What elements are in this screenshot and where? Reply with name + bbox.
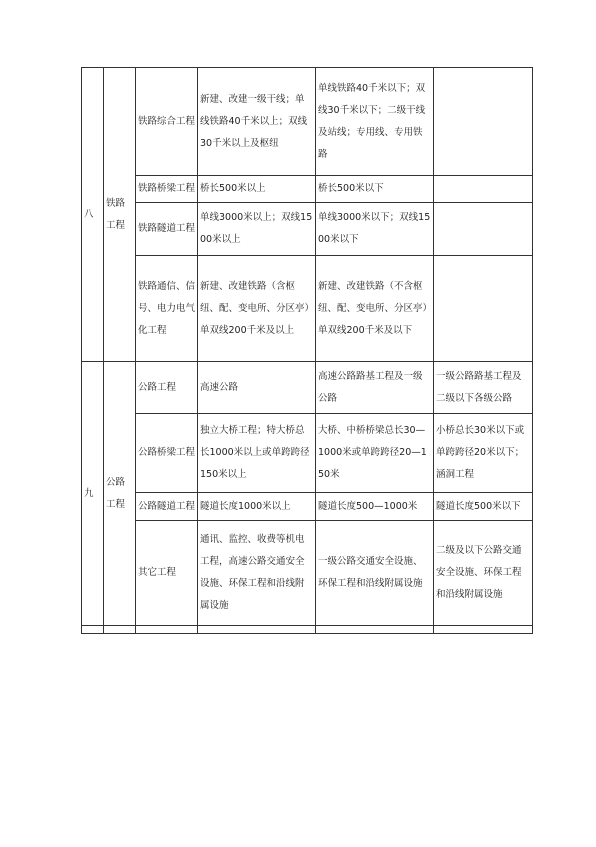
section-category: 公路工程	[104, 362, 136, 626]
small-scale-cell: 隧道长度500米以下	[434, 493, 533, 521]
medium-scale-cell: 大桥、中桥桥梁总长30—1000米或单跨跨径20—150米	[316, 414, 434, 493]
project-name: 铁路综合工程	[136, 68, 198, 176]
section-number: 八	[82, 68, 104, 362]
project-name: 公路桥梁工程	[136, 414, 198, 493]
small-scale-cell	[434, 176, 533, 203]
small-scale-cell: 小桥总长30米以下或单跨跨径20米以下；涵洞工程	[434, 414, 533, 493]
table-row	[82, 521, 533, 626]
small-scale-cell: 一级公路路基工程及二级以下各级公路	[434, 362, 533, 414]
project-name: 其它工程	[136, 521, 198, 626]
table-row	[82, 203, 533, 256]
project-name: 铁路桥梁工程	[136, 176, 198, 203]
medium-scale-cell: 一级公路交通安全设施、环保工程和沿线附属设施	[316, 521, 434, 626]
large-scale-cell: 新建、改建一级干线；单线铁路40千米以上；双线30千米以上及枢纽	[198, 68, 316, 176]
table-row	[82, 362, 533, 414]
large-scale-cell: 通讯、监控、收费等机电工程，高速公路交通安全设施、环保工程和沿线附属设施	[198, 521, 316, 626]
small-scale-cell	[434, 68, 533, 176]
project-name: 公路隧道工程	[136, 493, 198, 521]
engineering-scale-table	[81, 67, 533, 634]
large-scale-cell: 单线3000米以上；双线1500米以上	[198, 203, 316, 256]
large-scale-cell: 高速公路	[198, 362, 316, 414]
medium-scale-cell: 高速公路路基工程及一级公路	[316, 362, 434, 414]
small-scale-cell	[434, 256, 533, 362]
medium-scale-cell: 单线3000米以下；双线1500米以下	[316, 203, 434, 256]
small-scale-cell: 二级及以下公路交通安全设施、环保工程和沿线附属设施	[434, 521, 533, 626]
medium-scale-cell: 隧道长度500—1000米	[316, 493, 434, 521]
large-scale-cell: 隧道长度1000米以上	[198, 493, 316, 521]
large-scale-cell: 桥长500米以上	[198, 176, 316, 203]
section-category: 铁路工程	[104, 68, 136, 362]
small-scale-cell	[434, 203, 533, 256]
table-row	[82, 68, 533, 176]
large-scale-cell: 新建、改建铁路（含枢纽、配、变电所、分区亭）单双线200千米及以上	[198, 256, 316, 362]
table-row	[82, 256, 533, 362]
project-name: 铁路通信、信号、电力电气化工程	[136, 256, 198, 362]
medium-scale-cell: 单线铁路40千米以下；双线30千米以下；二级干线及站线；专用线、专用铁路	[316, 68, 434, 176]
table-row	[82, 414, 533, 493]
project-name: 公路工程	[136, 362, 198, 414]
large-scale-cell: 独立大桥工程；特大桥总长1000米以上或单跨跨径150米以上	[198, 414, 316, 493]
medium-scale-cell: 新建、改建铁路（不含枢纽、配、变电所、分区亭）单双线200千米及以下	[316, 256, 434, 362]
section-number: 九	[82, 362, 104, 626]
table-row	[82, 493, 533, 521]
table-row	[82, 176, 533, 203]
table-trailing-stub	[82, 626, 533, 634]
project-name: 铁路隧道工程	[136, 203, 198, 256]
medium-scale-cell: 桥长500米以下	[316, 176, 434, 203]
